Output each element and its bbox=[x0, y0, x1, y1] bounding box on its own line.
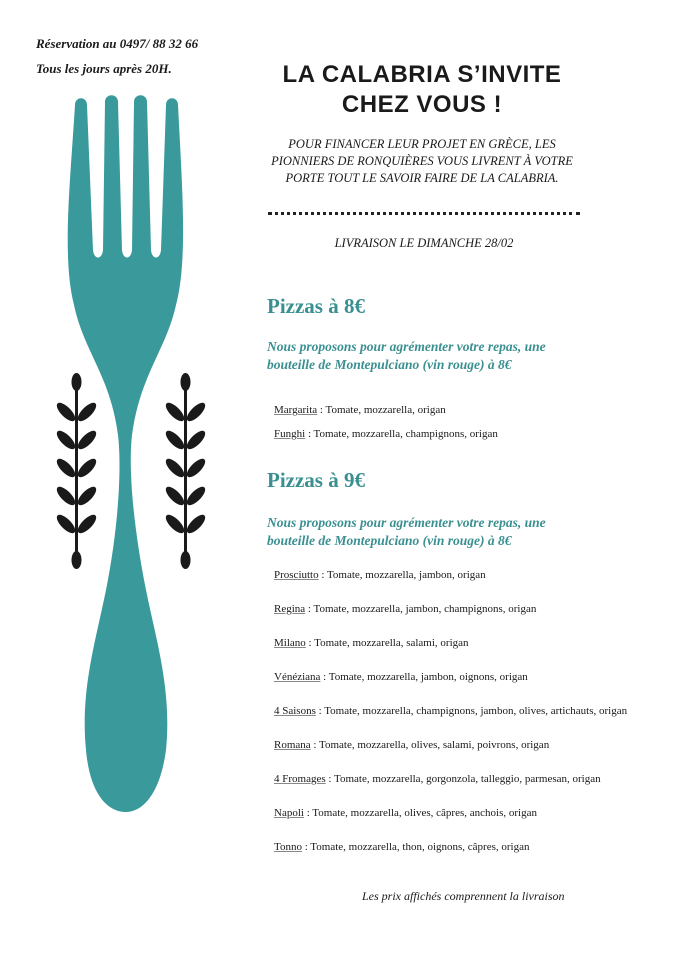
dotted-divider bbox=[268, 212, 580, 215]
pizza-name: Tonno bbox=[274, 841, 302, 853]
opening-hours: Tous les jours après 20H. bbox=[36, 61, 172, 76]
menu-item bbox=[274, 841, 529, 853]
pizza-name: Romana bbox=[274, 739, 311, 751]
menu-item bbox=[274, 807, 537, 819]
menu-item bbox=[274, 428, 498, 440]
pizza-ingredients: : Tomate, mozzarella, jambon, oignons, origan bbox=[320, 671, 528, 683]
pizza-name: Regina bbox=[274, 603, 306, 615]
pizza-ingredients: : Tomate, mozzarella, jambon, origan bbox=[318, 569, 486, 581]
section-title-8: Pizzas à 8€ bbox=[267, 294, 365, 318]
pizza-name: 4 Saisons bbox=[274, 705, 316, 717]
menu-item bbox=[274, 671, 528, 683]
pizza-ingredients: : Tomate, mozzarella, olives, câpres, anchois, origan bbox=[303, 807, 537, 819]
pizza-ingredients: : Tomate, mozzarella, gorgonzola, talleggio, parmesan, origan bbox=[325, 773, 601, 785]
pizza-name: Vénéziana bbox=[274, 671, 321, 683]
menu-item bbox=[274, 739, 549, 751]
wine-promo: Nous proposons pour agrémenter votre repas, une bouteille de Montepulciano (vin rouge) à 8€ bbox=[267, 515, 546, 548]
menu-item bbox=[274, 404, 446, 416]
pizza-ingredients: : Tomate, mozzarella, champignons, jambon, olives, artichauts, origan bbox=[315, 705, 628, 717]
menu-item bbox=[274, 637, 469, 649]
pizza-ingredients: : Tomate, mozzarella, origan bbox=[317, 404, 446, 416]
page-title-line-2: CHEZ VOUS ! bbox=[341, 91, 503, 118]
wine-promo: Nous proposons pour agrémenter votre repas, une bouteille de Montepulciano (vin rouge) à 8€ bbox=[267, 339, 546, 372]
pizza-name: 4 Fromages bbox=[274, 773, 326, 785]
reservation-phone: Réservation au 0497/ 88 32 66 bbox=[36, 36, 199, 51]
section-title-9: Pizzas à 9€ bbox=[267, 468, 365, 492]
page-title-line-1: LA CALABRIA S’INVITE bbox=[282, 61, 562, 88]
menu-item bbox=[274, 603, 536, 615]
delivery-date: LIVRAISON LE DIMANCHE 28/02 bbox=[334, 236, 514, 250]
pizza-ingredients: : Tomate, mozzarella, thon, oignons, câpres, origan bbox=[301, 841, 530, 853]
menu-item bbox=[274, 569, 486, 581]
laurel-branch-icon bbox=[55, 372, 99, 572]
pizza-ingredients: : Tomate, mozzarella, olives, salami, poivrons, origan bbox=[310, 739, 550, 751]
menu-item bbox=[274, 773, 601, 785]
intro-text: POUR FINANCER LEUR PROJET EN GRÈCE, LES PIONNIERS DE RONQUIÈRES VOUS LIVRENT À VOTRE PORTE TOUT LE SAVOIR FAIRE DE LA CALABRIA. bbox=[271, 137, 573, 185]
pizza-name: Funghi bbox=[274, 428, 306, 440]
pizza-name: Margarita bbox=[274, 404, 318, 416]
pizza-name: Prosciutto bbox=[274, 569, 319, 581]
pizza-name: Napoli bbox=[274, 807, 304, 819]
menu-item bbox=[274, 705, 627, 717]
pizza-ingredients: : Tomate, mozzarella, champignons, origan bbox=[305, 428, 498, 440]
footer-note: Les prix affichés comprennent la livraison bbox=[362, 889, 565, 903]
pizza-ingredients: : Tomate, mozzarella, jambon, champignons, origan bbox=[305, 603, 537, 615]
pizza-ingredients: : Tomate, mozzarella, salami, origan bbox=[305, 637, 469, 649]
pizza-name: Milano bbox=[274, 637, 306, 649]
laurel-branch-icon bbox=[164, 372, 208, 572]
